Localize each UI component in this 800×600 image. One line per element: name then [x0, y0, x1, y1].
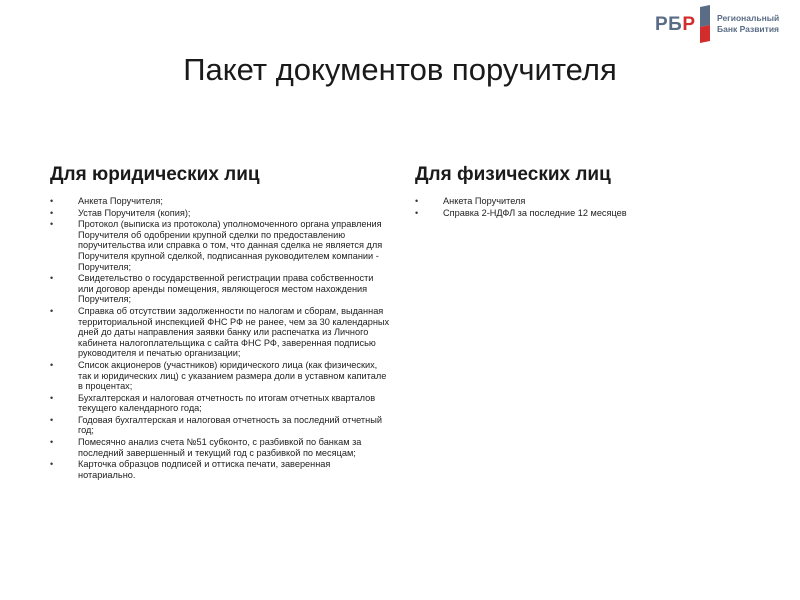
logo-mark-icon: [698, 5, 712, 43]
list-item: • Справка об отсутствии задолженности по налогам и сборам, выданная территориальной инспекцией ФНС РФ не ранее, чем за 30 календарных дней до даты направления заявки банку или распечатка из Личного кабинета налогоплательщика с сайта ФНС РФ, заверенная подписью руководителя и печатью организации;: [50, 306, 390, 359]
logo-name-line-1: Региональный: [717, 13, 780, 23]
page-title: Пакет документов поручителя: [183, 52, 617, 87]
list-item: • Устав Поручителя (копия);: [50, 208, 390, 219]
list-item: • Анкета Поручителя;: [50, 196, 390, 207]
logo-abbreviation: [655, 14, 696, 36]
logo-abbr-part1: РБ: [655, 14, 683, 35]
list-item: • Список акционеров (участников) юридического лица (как физических, так и юридических лиц) с указанием размера доли в уставном капитале в процентах;: [50, 360, 390, 392]
list-item: • Анкета Поручителя: [415, 196, 735, 207]
list-item: • Годовая бухгалтерская и налоговая отчетность за последний отчетный год;: [50, 415, 390, 436]
bank-logo: [655, 2, 795, 46]
legal-entities-document-list: [50, 196, 390, 481]
list-item: • Карточка образцов подписей и оттиска печати, заверенная нотариально.: [50, 459, 390, 480]
logo-abbr-part2: Р: [682, 14, 696, 35]
list-item: • Бухгалтерская и налоговая отчетность по итогам отчетных кварталов текущего календарного года;: [50, 393, 390, 414]
list-item: • Свидетельство о государственной регистрации права собственности или договор аренды помещения, являющегося местом нахождения Поручителя;: [50, 273, 390, 305]
logo-name-line-2: Банк Развития: [717, 24, 779, 34]
list-item: • Протокол (выписка из протокола) уполномоченного органа управления Поручителя об одобрении крупной сделки по предоставлению поручительства или справка о том, что данная сделка не является для Поручителя крупной сделкой, подписанная руководителем компании - Поручителя;: [50, 219, 390, 272]
logo-bank-name: [717, 13, 779, 35]
individuals-document-list: [415, 196, 735, 219]
list-item: • Помесячно анализ счета №51 субконто, с разбивкой по банкам за последний завершенный и текущий год с разбивкой по месяцам;: [50, 437, 390, 458]
legal-entities-heading: Для юридических лиц: [50, 164, 260, 185]
list-item: • Справка 2-НДФЛ за последние 12 месяцев: [415, 208, 735, 219]
individuals-heading: Для физических лиц: [415, 164, 611, 185]
